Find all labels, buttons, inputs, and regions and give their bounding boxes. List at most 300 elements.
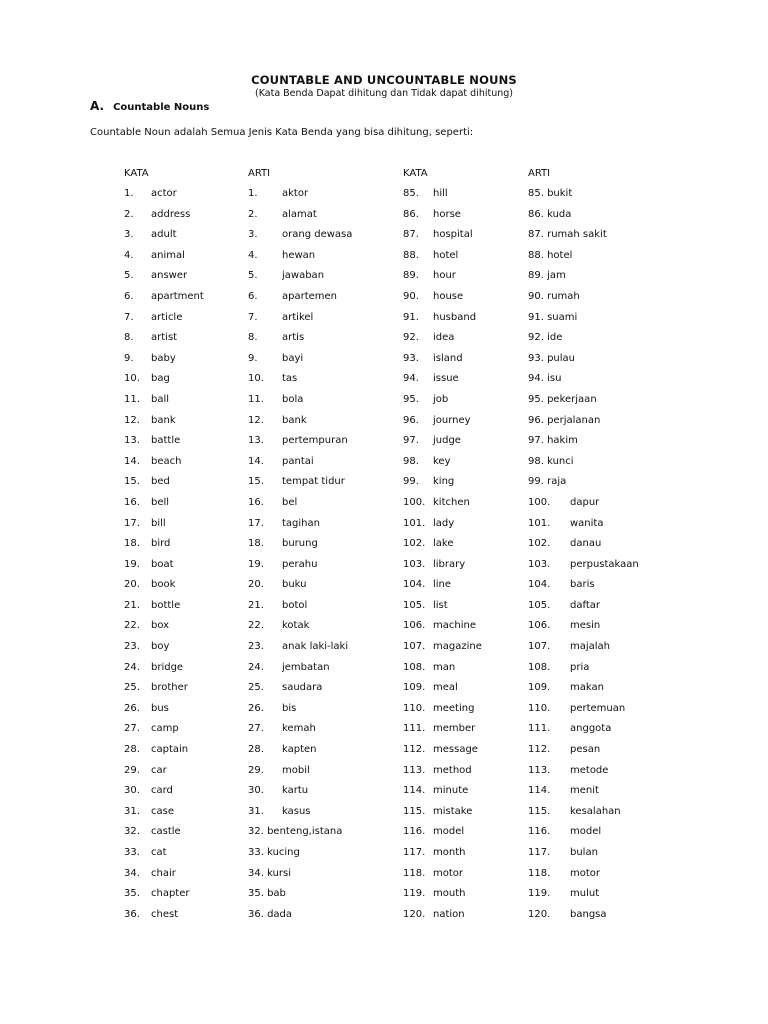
kata-number-left: 3. xyxy=(124,229,134,241)
kata-word-left: castle xyxy=(151,826,181,838)
kata-number-right: 107. xyxy=(403,641,426,653)
kata-word-right: magazine xyxy=(433,641,482,653)
kata-number-left: 34. xyxy=(124,867,140,879)
kata-number-right: 102. xyxy=(403,538,426,550)
kata-number-right: 89. xyxy=(403,270,419,282)
arti-word-right: wanita xyxy=(570,517,604,529)
table-row xyxy=(0,270,768,291)
kata-word-left: bus xyxy=(151,702,169,714)
kata-number-right: 94. xyxy=(403,373,419,385)
arti-number-left: 8. xyxy=(248,332,258,344)
arti-number-left: 26. xyxy=(248,702,264,714)
kata-number-right: 101. xyxy=(403,517,426,529)
kata-number-right: 99. xyxy=(403,476,419,488)
arti-number-left: 25. xyxy=(248,682,264,694)
kata-number-right: 118. xyxy=(403,867,426,879)
table-row xyxy=(0,373,768,394)
arti-word-right: motor xyxy=(570,867,601,879)
kata-word-right: model xyxy=(433,826,465,838)
arti-word-left: kotak xyxy=(282,620,310,632)
arti-word-left: orang dewasa xyxy=(282,229,353,241)
table-row xyxy=(0,785,768,806)
arti-number-right: 85. bukit xyxy=(528,188,573,199)
kata-word-left: cat xyxy=(151,847,167,858)
arti-word-left: aktor xyxy=(282,188,309,199)
kata-word-left: bed xyxy=(151,476,170,488)
arti-number-left: 16. xyxy=(248,496,264,508)
kata-number-right: 86. xyxy=(403,208,419,220)
arti-word-right: perpustakaan xyxy=(570,558,639,570)
intro-paragraph: Countable Noun adalah Semua Jenis Kata Benda yang bisa dihitung, seperti: xyxy=(90,127,474,138)
kata-number-right: 97. xyxy=(403,435,419,447)
arti-word-right: bulan xyxy=(570,847,598,858)
arti-number-left: 19. xyxy=(248,558,264,570)
kata-word-right: idea xyxy=(433,332,455,344)
arti-number-left: 34. kursi xyxy=(248,867,292,879)
kata-word-right: library xyxy=(433,558,466,570)
arti-number-left: 29. xyxy=(248,764,264,776)
arti-number-left: 35. bab xyxy=(248,888,286,900)
kata-word-left: address xyxy=(151,208,191,220)
kata-word-right: king xyxy=(433,476,455,488)
arti-number-right: 110. xyxy=(528,702,551,714)
kata-word-left: boy xyxy=(151,641,170,653)
arti-number-left: 32. benteng,istana xyxy=(248,826,343,838)
arti-word-right: pertemuan xyxy=(570,702,626,714)
kata-word-left: chest xyxy=(151,908,179,920)
kata-number-left: 2. xyxy=(124,208,134,220)
arti-number-right: 108. xyxy=(528,661,551,673)
table-row xyxy=(0,847,768,868)
arti-word-left: burung xyxy=(282,538,318,550)
arti-word-left: bank xyxy=(282,414,307,426)
kata-word-left: artist xyxy=(151,332,178,344)
table-row xyxy=(0,662,768,683)
arti-number-right: 112. xyxy=(528,744,551,756)
arti-word-right: dapur xyxy=(570,496,600,508)
arti-number-right: 98. kunci xyxy=(528,455,574,467)
kata-word-left: bell xyxy=(151,496,170,508)
kata-word-left: box xyxy=(151,620,170,632)
kata-number-left: 35. xyxy=(124,888,140,900)
kata-word-left: card xyxy=(151,785,173,797)
arti-word-left: tagihan xyxy=(282,517,320,529)
table-row xyxy=(0,826,768,847)
table-row xyxy=(0,888,768,909)
arti-number-left: 9. xyxy=(248,352,258,364)
kata-word-right: mistake xyxy=(433,805,473,817)
arti-number-right: 87. rumah sakit xyxy=(528,229,607,241)
table-row xyxy=(0,353,768,374)
table-row xyxy=(0,806,768,827)
kata-number-left: 29. xyxy=(124,764,140,776)
kata-number-left: 23. xyxy=(124,641,140,653)
kata-number-right: 105. xyxy=(403,599,426,611)
kata-number-left: 24. xyxy=(124,661,140,673)
arti-number-left: 3. xyxy=(248,229,258,241)
kata-number-right: 95. xyxy=(403,393,419,405)
kata-number-left: 17. xyxy=(124,517,140,529)
table-row xyxy=(0,229,768,250)
arti-number-right: 86. kuda xyxy=(528,208,572,220)
table-row xyxy=(0,476,768,497)
kata-number-right: 100. xyxy=(403,496,426,508)
arti-number-left: 2. xyxy=(248,208,258,220)
table-row xyxy=(0,518,768,539)
arti-word-left: kapten xyxy=(282,744,317,756)
arti-number-left: 27. xyxy=(248,723,264,735)
arti-word-left: artis xyxy=(282,332,305,344)
kata-number-left: 20. xyxy=(124,579,140,591)
kata-word-left: boat xyxy=(151,558,174,570)
arti-word-left: alamat xyxy=(282,208,317,220)
table-row xyxy=(0,250,768,271)
kata-word-left: captain xyxy=(151,744,189,756)
kata-word-left: article xyxy=(151,311,183,323)
kata-number-right: 112. xyxy=(403,744,426,756)
arti-number-left: 7. xyxy=(248,311,258,323)
table-row xyxy=(0,620,768,641)
arti-number-right: 106. xyxy=(528,620,551,632)
arti-word-left: tempat tidur xyxy=(282,476,345,488)
arti-word-left: mobil xyxy=(282,764,310,776)
arti-number-right: 93. pulau xyxy=(528,352,576,364)
arti-word-right: kesalahan xyxy=(570,805,621,817)
arti-number-right: 107. xyxy=(528,641,551,653)
kata-number-right: 87. xyxy=(403,229,419,241)
kata-word-right: month xyxy=(433,847,466,858)
kata-number-right: 110. xyxy=(403,702,426,714)
kata-number-right: 120. xyxy=(403,908,426,920)
kata-word-right: hill xyxy=(433,188,448,199)
arti-word-right: daftar xyxy=(570,599,600,611)
kata-number-left: 36. xyxy=(124,908,140,920)
kata-number-left: 6. xyxy=(124,290,134,302)
kata-number-right: 117. xyxy=(403,847,426,858)
kata-number-left: 14. xyxy=(124,455,140,467)
arti-word-left: apartemen xyxy=(282,290,338,302)
column-header-arti-1: ARTI xyxy=(248,168,271,179)
arti-number-left: 15. xyxy=(248,476,264,488)
table-row xyxy=(0,579,768,600)
table-row xyxy=(0,868,768,889)
kata-number-right: 98. xyxy=(403,455,419,467)
arti-number-left: 20. xyxy=(248,579,264,591)
table-row xyxy=(0,497,768,518)
table-row xyxy=(0,723,768,744)
arti-word-left: pantai xyxy=(282,455,314,467)
arti-number-right: 95. pekerjaan xyxy=(528,393,597,405)
column-header-kata-2: KATA xyxy=(403,168,428,179)
arti-number-right: 109. xyxy=(528,682,551,694)
table-row xyxy=(0,415,768,436)
arti-number-right: 99. raja xyxy=(528,476,567,488)
kata-word-right: job xyxy=(433,393,449,405)
kata-word-left: apartment xyxy=(151,290,204,302)
arti-number-left: 31. xyxy=(248,805,264,817)
kata-number-left: 19. xyxy=(124,558,140,570)
arti-number-right: 118. xyxy=(528,867,551,879)
kata-word-right: mouth xyxy=(433,888,466,900)
kata-word-right: kitchen xyxy=(433,496,470,508)
kata-word-right: journey xyxy=(433,414,471,426)
kata-word-left: baby xyxy=(151,352,176,364)
arti-number-left: 13. xyxy=(248,435,264,447)
kata-word-right: message xyxy=(433,744,478,756)
kata-word-right: member xyxy=(433,723,476,735)
section-heading-text: Countable Nouns xyxy=(113,102,210,113)
kata-number-left: 21. xyxy=(124,599,140,611)
arti-word-left: bis xyxy=(282,702,297,714)
arti-word-right: majalah xyxy=(570,641,611,653)
arti-number-right: 113. xyxy=(528,764,551,776)
arti-word-right: metode xyxy=(570,764,609,776)
arti-number-right: 111. xyxy=(528,723,551,735)
kata-word-right: island xyxy=(433,352,463,364)
arti-word-left: jawaban xyxy=(282,270,325,282)
kata-number-right: 106. xyxy=(403,620,426,632)
kata-number-left: 4. xyxy=(124,249,134,261)
arti-word-right: bangsa xyxy=(570,908,607,920)
table-row xyxy=(0,703,768,724)
kata-word-left: bottle xyxy=(151,599,181,611)
arti-number-right: 103. xyxy=(528,558,551,570)
kata-number-left: 28. xyxy=(124,744,140,756)
arti-number-right: 94. isu xyxy=(528,373,562,385)
arti-number-right: 88. hotel xyxy=(528,249,573,261)
column-header-kata-1: KATA xyxy=(124,168,149,179)
kata-word-right: husband xyxy=(433,311,477,323)
arti-number-left: 14. xyxy=(248,455,264,467)
kata-number-left: 1. xyxy=(124,188,134,199)
arti-number-right: 102. xyxy=(528,538,551,550)
kata-word-left: ball xyxy=(151,393,170,405)
arti-word-left: saudara xyxy=(282,682,323,694)
arti-number-left: 30. xyxy=(248,785,264,797)
section-letter: A. xyxy=(90,99,105,113)
kata-word-left: car xyxy=(151,764,167,776)
arti-number-left: 11. xyxy=(248,393,264,405)
arti-word-left: bel xyxy=(282,496,298,508)
arti-number-left: 28. xyxy=(248,744,264,756)
kata-number-right: 115. xyxy=(403,805,426,817)
kata-word-left: adult xyxy=(151,229,177,241)
document-title: COUNTABLE AND UNCOUNTABLE NOUNS xyxy=(251,73,517,87)
arti-number-right: 91. suami xyxy=(528,311,578,323)
kata-word-right: meeting xyxy=(433,702,475,714)
table-row xyxy=(0,641,768,662)
kata-number-left: 25. xyxy=(124,682,140,694)
section-heading xyxy=(90,99,209,113)
table-row xyxy=(0,682,768,703)
kata-number-left: 26. xyxy=(124,702,140,714)
kata-number-right: 96. xyxy=(403,414,419,426)
kata-number-right: 108. xyxy=(403,661,426,673)
arti-number-left: 5. xyxy=(248,270,258,282)
kata-word-left: bill xyxy=(151,517,166,529)
kata-word-right: lake xyxy=(433,538,454,550)
arti-number-left: 1. xyxy=(248,188,258,199)
kata-word-right: lady xyxy=(433,517,455,529)
table-row xyxy=(0,188,768,209)
arti-word-left: perahu xyxy=(282,558,318,570)
table-row xyxy=(0,538,768,559)
arti-word-left: buku xyxy=(282,579,307,591)
arti-number-right: 101. xyxy=(528,517,551,529)
kata-number-right: 109. xyxy=(403,682,426,694)
column-header-arti-2: ARTI xyxy=(528,168,551,179)
arti-number-right: 114. xyxy=(528,785,551,797)
arti-word-right: mulut xyxy=(570,888,600,900)
kata-word-right: hour xyxy=(433,270,456,282)
kata-number-left: 13. xyxy=(124,435,140,447)
kata-number-right: 111. xyxy=(403,723,426,735)
kata-word-right: line xyxy=(433,579,452,591)
arti-word-left: artikel xyxy=(282,311,314,323)
arti-number-left: 18. xyxy=(248,538,264,550)
kata-word-left: animal xyxy=(151,249,185,261)
table-row xyxy=(0,744,768,765)
table-row xyxy=(0,312,768,333)
kata-word-left: actor xyxy=(151,188,177,199)
arti-number-left: 23. xyxy=(248,641,264,653)
arti-word-right: makan xyxy=(570,682,604,694)
arti-word-left: tas xyxy=(282,373,298,385)
kata-number-left: 7. xyxy=(124,311,134,323)
arti-word-left: kartu xyxy=(282,785,309,797)
arti-word-right: pesan xyxy=(570,744,601,756)
kata-word-right: motor xyxy=(433,867,464,879)
arti-number-left: 24. xyxy=(248,661,264,673)
arti-word-left: bayi xyxy=(282,352,304,364)
arti-word-left: kemah xyxy=(282,723,316,735)
kata-word-right: house xyxy=(433,290,464,302)
kata-word-right: list xyxy=(433,599,448,611)
kata-number-left: 12. xyxy=(124,414,140,426)
kata-number-right: 90. xyxy=(403,290,419,302)
kata-word-left: brother xyxy=(151,682,188,694)
kata-word-right: issue xyxy=(433,373,459,385)
table-row xyxy=(0,600,768,621)
arti-word-right: baris xyxy=(570,579,595,591)
arti-word-left: hewan xyxy=(282,249,316,261)
arti-word-left: anak laki-laki xyxy=(282,641,349,653)
kata-word-left: answer xyxy=(151,270,188,282)
arti-word-right: mesin xyxy=(570,620,601,632)
kata-number-right: 113. xyxy=(403,764,426,776)
arti-number-right: 100. xyxy=(528,496,551,508)
kata-number-left: 33. xyxy=(124,847,140,858)
kata-number-right: 103. xyxy=(403,558,426,570)
kata-word-right: key xyxy=(433,455,451,467)
arti-word-left: bola xyxy=(282,393,304,405)
arti-number-left: 6. xyxy=(248,290,258,302)
kata-number-left: 18. xyxy=(124,538,140,550)
kata-number-left: 27. xyxy=(124,723,140,735)
kata-word-left: case xyxy=(151,805,174,817)
arti-word-left: jembatan xyxy=(282,661,330,673)
arti-number-right: 116. xyxy=(528,826,551,838)
arti-word-right: danau xyxy=(570,538,602,550)
table-row xyxy=(0,209,768,230)
kata-number-left: 30. xyxy=(124,785,140,797)
table-row xyxy=(0,435,768,456)
kata-word-right: horse xyxy=(433,208,461,220)
table-row xyxy=(0,394,768,415)
kata-word-left: bag xyxy=(151,373,170,385)
kata-number-right: 119. xyxy=(403,888,426,900)
kata-word-right: hotel xyxy=(433,249,459,261)
table-row xyxy=(0,332,768,353)
kata-word-right: man xyxy=(433,661,456,673)
kata-word-left: bank xyxy=(151,414,176,426)
arti-word-right: model xyxy=(570,826,602,838)
table-row xyxy=(0,909,768,930)
arti-number-right: 104. xyxy=(528,579,551,591)
arti-number-left: 4. xyxy=(248,249,258,261)
kata-number-left: 5. xyxy=(124,270,134,282)
arti-number-right: 90. rumah xyxy=(528,290,580,302)
kata-word-left: book xyxy=(151,579,176,591)
kata-word-right: method xyxy=(433,764,472,776)
kata-word-right: machine xyxy=(433,620,476,632)
arti-number-right: 105. xyxy=(528,599,551,611)
arti-number-right: 97. hakim xyxy=(528,435,578,447)
kata-word-right: meal xyxy=(433,682,458,694)
kata-number-right: 116. xyxy=(403,826,426,838)
kata-number-left: 31. xyxy=(124,805,140,817)
arti-word-right: anggota xyxy=(570,723,612,735)
kata-number-right: 85. xyxy=(403,188,419,199)
arti-number-right: 117. xyxy=(528,847,551,858)
kata-word-left: bird xyxy=(151,538,171,550)
arti-number-left: 17. xyxy=(248,517,264,529)
kata-word-left: chair xyxy=(151,867,176,879)
arti-number-left: 12. xyxy=(248,414,264,426)
table-row xyxy=(0,291,768,312)
arti-number-left: 33. kucing xyxy=(248,847,300,858)
arti-word-left: kasus xyxy=(282,805,311,817)
arti-number-right: 120. xyxy=(528,908,551,920)
kata-number-left: 10. xyxy=(124,373,140,385)
arti-number-right: 115. xyxy=(528,805,551,817)
kata-number-left: 9. xyxy=(124,352,134,364)
kata-number-right: 91. xyxy=(403,311,419,323)
arti-word-left: botol xyxy=(282,599,308,611)
arti-number-right: 92. ide xyxy=(528,332,563,344)
arti-word-right: pria xyxy=(570,661,590,673)
kata-word-left: chapter xyxy=(151,888,190,900)
kata-number-right: 104. xyxy=(403,579,426,591)
arti-number-right: 89. jam xyxy=(528,270,566,282)
arti-number-left: 21. xyxy=(248,599,264,611)
kata-number-right: 88. xyxy=(403,249,419,261)
kata-number-right: 92. xyxy=(403,332,419,344)
table-row xyxy=(0,765,768,786)
arti-number-right: 119. xyxy=(528,888,551,900)
kata-word-left: camp xyxy=(151,723,179,735)
kata-word-right: nation xyxy=(433,908,465,920)
kata-number-right: 93. xyxy=(403,352,419,364)
kata-number-left: 11. xyxy=(124,393,140,405)
kata-word-right: hospital xyxy=(433,229,473,241)
table-row xyxy=(0,559,768,580)
arti-number-right: 96. perjalanan xyxy=(528,414,601,426)
arti-number-left: 36. dada xyxy=(248,908,293,920)
arti-number-left: 22. xyxy=(248,620,264,632)
kata-word-left: beach xyxy=(151,455,182,467)
arti-word-left: pertempuran xyxy=(282,435,348,447)
